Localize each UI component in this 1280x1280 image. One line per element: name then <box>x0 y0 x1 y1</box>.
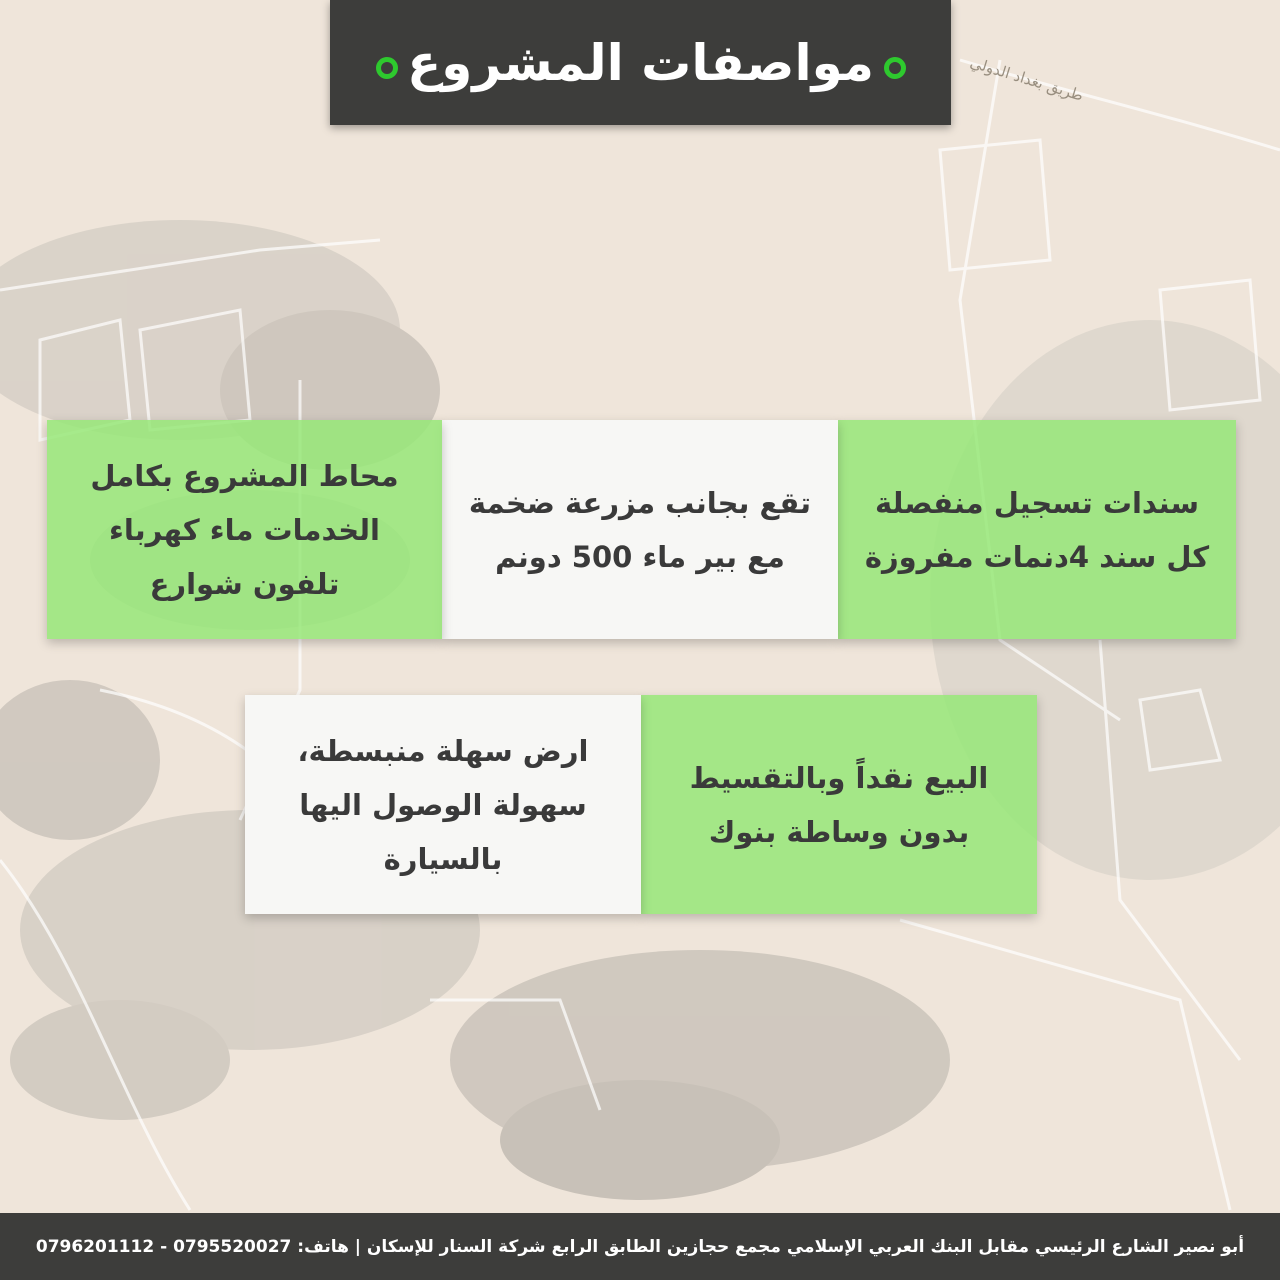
contact-info-text: أبو نصير الشارع الرئيسي مقابل البنك العربي الإسلامي مجمع حجازين الطابق الرابع شركة السنار للإسكان | هاتف: 0795520027 - 0796201112 <box>35 1236 1245 1257</box>
page-title: مواصفات المشروع <box>407 33 874 92</box>
feature-card-payment <box>641 695 1037 914</box>
feature-card-text: سندات تسجيل منفصلة كل سند 4دنمات مفروزة <box>864 485 1210 574</box>
feature-card-title-deeds <box>838 420 1236 639</box>
green-dot-icon <box>376 57 398 79</box>
title-banner <box>330 0 951 125</box>
feature-card-farm-location <box>442 420 838 639</box>
feature-card-services <box>47 420 442 639</box>
green-dot-icon <box>884 57 906 79</box>
feature-card-text: البيع نقداً وبالتقسيط بدون وساطة بنوك <box>689 760 989 849</box>
feature-card-text: محاط المشروع بكامل الخدمات ماء كهرباء تلفون شوارع <box>90 458 399 601</box>
feature-card-text: ارض سهلة منبسطة، سهولة الوصول اليها بالسيارة <box>297 733 589 876</box>
feature-card-text: تقع بجانب مزرعة ضخمة مع بير ماء 500 دونم <box>468 485 812 574</box>
contact-footer <box>0 1213 1280 1280</box>
feature-card-land-access <box>245 695 641 914</box>
road-map-label: طريق بغداد الدولي <box>967 53 1086 105</box>
